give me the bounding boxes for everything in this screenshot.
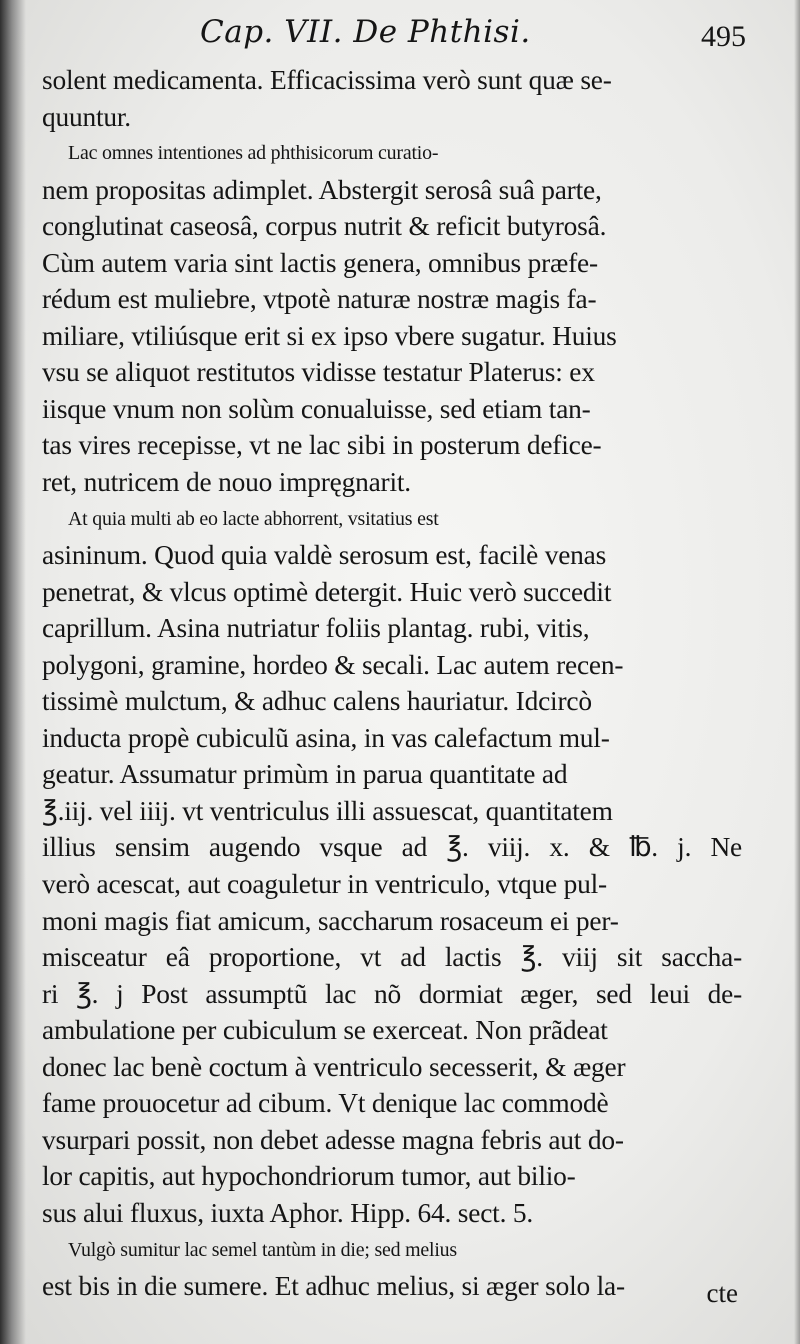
text-line: caprillum. Asina nutriatur foliis plantag. rubi, vitis, bbox=[42, 613, 590, 644]
text-line: misceatur eâ proportione, vt ad lactis ℥. viij sit saccha- bbox=[42, 942, 742, 973]
text-line: tissimè mulctum, & adhuc calens hauriatur. Idcircò bbox=[42, 686, 592, 717]
body-text bbox=[42, 62, 742, 1305]
text-line: conglutinat caseosâ, corpus nutrit & reficit butyrosâ. bbox=[42, 211, 607, 242]
text-line: nem propositas adimplet. Abstergit serosâ suâ parte, bbox=[42, 174, 602, 205]
text-line: Cùm autem varia sint lactis genera, omnibus præfe- bbox=[42, 247, 598, 278]
text-line: geatur. Assumatur primùm in parua quantitate ad bbox=[42, 759, 568, 790]
catchword: cte bbox=[706, 1278, 738, 1308]
text-line: fame prouocetur ad cibum. Vt denique lac commodè bbox=[42, 1088, 609, 1119]
text-line: tas vires recepisse, vt ne lac sibi in posterum defice- bbox=[42, 430, 602, 461]
text-line: lor capitis, aut hypochondriorum tumor, aut bilio- bbox=[42, 1161, 576, 1192]
text-line: ri ℥. j Post assumptũ lac nõ dormiat æger, sed leui de- bbox=[42, 978, 742, 1009]
text-line: rédum est muliebre, vtpotè naturæ nostræ magis fa- bbox=[42, 284, 597, 315]
text-line: vsu se aliquot restitutos vidisse testatur Platerus: ex bbox=[42, 357, 595, 388]
text-line: ret, nutricem de nouo impręgnarit. bbox=[42, 467, 411, 498]
text-line: inducta propè cubiculũ asina, in vas calefactum mul- bbox=[42, 722, 610, 753]
text-line: vsurpari possit, non debet adesse magna febris aut do- bbox=[42, 1124, 624, 1155]
text-line: quuntur. bbox=[42, 101, 131, 132]
text-line: asininum. Quod quia valdè serosum est, facilè venas bbox=[42, 540, 607, 571]
text-line: Lac omnes intentiones ad phthisicorum curatio- bbox=[68, 142, 439, 165]
text-line: est bis in die sumere. Et adhuc melius, si æger solo la- bbox=[42, 1271, 625, 1302]
page-edge-shadow bbox=[794, 0, 800, 1344]
text-line: penetrat, & vlcus optimè detergit. Huic verò succedit bbox=[42, 576, 612, 607]
text-line: verò acescat, aut coaguletur in ventriculo, vtque pul- bbox=[42, 869, 607, 900]
page-number: 495 bbox=[701, 20, 746, 53]
text-line: Vulgò sumitur lac semel tantùm in die; sed melius bbox=[68, 1238, 457, 1261]
text-line: miliare, vtiliúsque erit si ex ipso vbere sugatur. Huius bbox=[42, 320, 617, 351]
text-line: ℥.iij. vel iiij. vt ventriculus illi assuescat, quantitatem bbox=[42, 795, 613, 826]
gutter-shadow bbox=[0, 0, 26, 1344]
text-line: solent medicamenta. Efficacissima verò sunt quæ se- bbox=[42, 65, 612, 95]
text-line: iisque vnum non solùm conualuisse, sed etiam tan- bbox=[42, 393, 591, 424]
text-line: illius sensim augendo vsque ad ℥. viij. x. & ℔. j. Ne bbox=[42, 832, 742, 863]
running-head: Cap. VII. De Phthisi. bbox=[200, 14, 531, 50]
text-line: sus alui fluxus, iuxta Aphor. Hipp. 64. sect. 5. bbox=[42, 1197, 534, 1228]
text-line: At quia multi ab eo lacte abhorrent, vsitatius est bbox=[68, 507, 439, 530]
text-line: moni magis fiat amicum, saccharum rosaceum ei per- bbox=[42, 905, 619, 936]
text-line: polygoni, gramine, hordeo & secali. Lac autem recen- bbox=[42, 649, 624, 680]
text-line: donec lac benè coctum à ventriculo secesserit, & æger bbox=[42, 1051, 626, 1082]
text-line: ambulatione per cubiculum se exerceat. Non prãdeat bbox=[42, 1015, 608, 1046]
